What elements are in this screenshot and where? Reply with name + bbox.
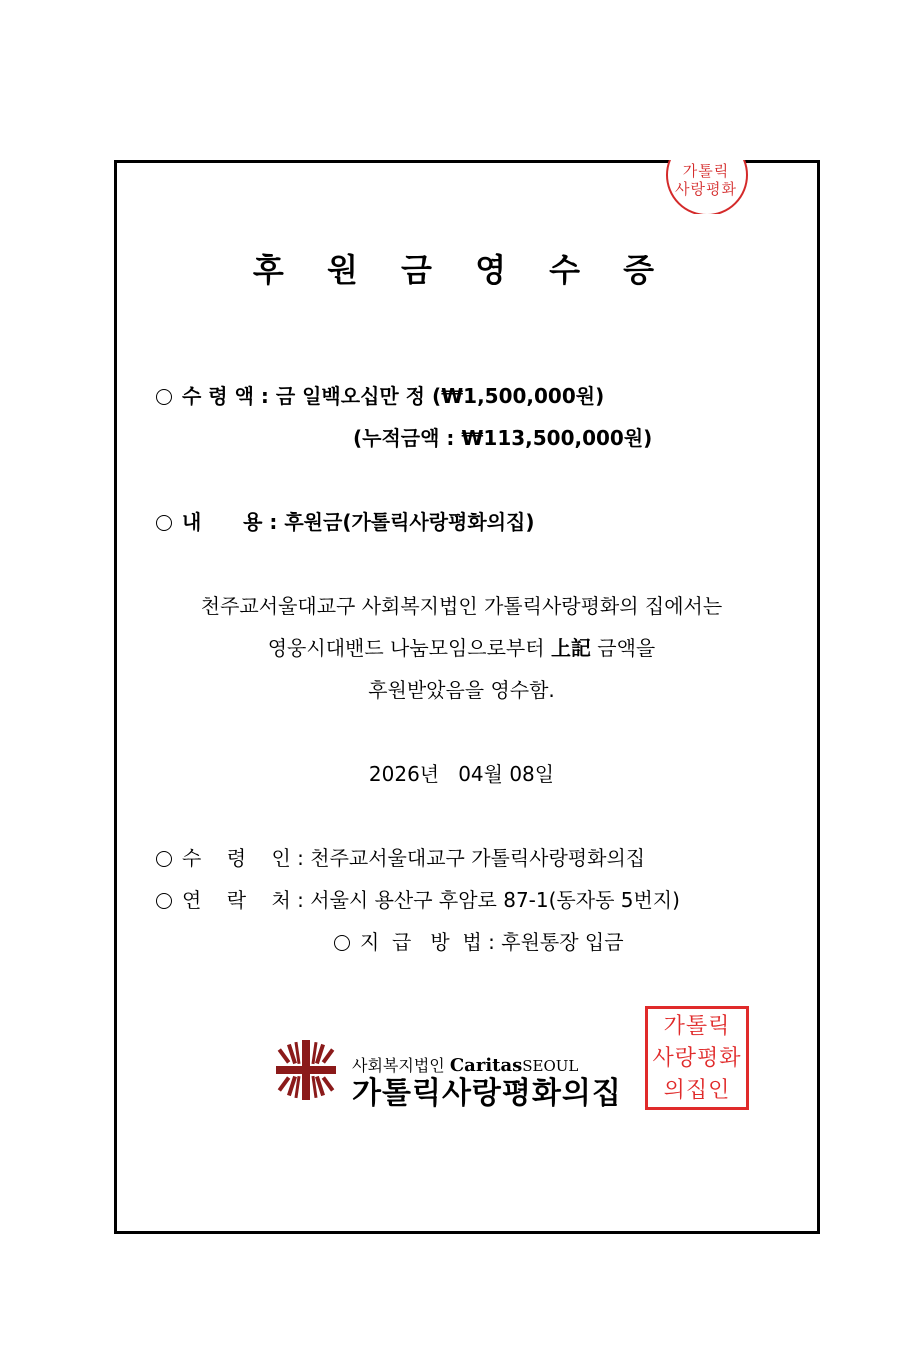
- content-value: 후원금(가톨릭사랑평화의집): [284, 510, 535, 534]
- recipient-row: [156, 844, 645, 872]
- logo-city: SEOUL: [522, 1057, 579, 1075]
- cumulative-amount: (누적금액 : ₩113,500,000원): [353, 426, 653, 450]
- logo-subtitle: [352, 1056, 578, 1076]
- content-row: [156, 508, 534, 536]
- contact-row: [156, 886, 680, 914]
- logo-prefix: 사회복지법인: [352, 1056, 445, 1075]
- body-line-2: [0, 634, 923, 662]
- recipient-value: 천주교서울대교구 가톨릭사랑평화의집: [310, 846, 646, 870]
- organization-seal-stamp: 가톨릭 사랑평화 의집인: [645, 1006, 749, 1110]
- circle-bullet-icon: [156, 893, 172, 909]
- payment-label: 지 급 방 법 :: [360, 930, 495, 954]
- circle-bullet-icon: [156, 851, 172, 867]
- circle-bullet-icon: [334, 935, 350, 951]
- caritas-logo: [272, 1032, 672, 1110]
- document-title: 후 원 금 영 수 증: [252, 251, 671, 289]
- contact-value: 서울시 용산구 후암로 87-1(동자동 5번지): [310, 888, 680, 912]
- body-line-2-c: 금액을: [590, 636, 656, 660]
- top-seal-text: 가톨릭 사랑평화: [675, 162, 737, 198]
- recipient-label: 수 령 인 :: [182, 846, 304, 870]
- amount-row: [156, 382, 604, 410]
- caritas-flame-icon: [272, 1038, 340, 1102]
- body-line-2-b: 上記: [550, 636, 591, 660]
- payment-row: [334, 928, 624, 956]
- top-seal-stamp: [658, 160, 754, 214]
- logo-organization-name: 가톨릭사랑평화의집: [352, 1076, 622, 1111]
- amount-label: 수 령 액 :: [182, 384, 269, 408]
- circle-bullet-icon: [156, 515, 172, 531]
- circle-bullet-icon: [156, 389, 172, 405]
- body-line-1: 천주교서울대교구 사회복지법인 가톨릭사랑평화의 집에서는: [200, 594, 723, 618]
- payment-value: 후원통장 입금: [501, 930, 624, 954]
- amount-value: 금 일백오십만 정 (₩1,500,000원): [275, 384, 605, 408]
- contact-label: 연 락 처 :: [182, 888, 304, 912]
- logo-brand: Caritas: [449, 1055, 523, 1076]
- body-line-2-a: 영웅시대밴드 나눔모임으로부터: [267, 636, 551, 660]
- issue-date: 2026년 04월 08일: [368, 762, 555, 786]
- body-line-3: 후원받았음을 영수함.: [368, 678, 555, 702]
- content-label: 내 용 :: [182, 510, 278, 534]
